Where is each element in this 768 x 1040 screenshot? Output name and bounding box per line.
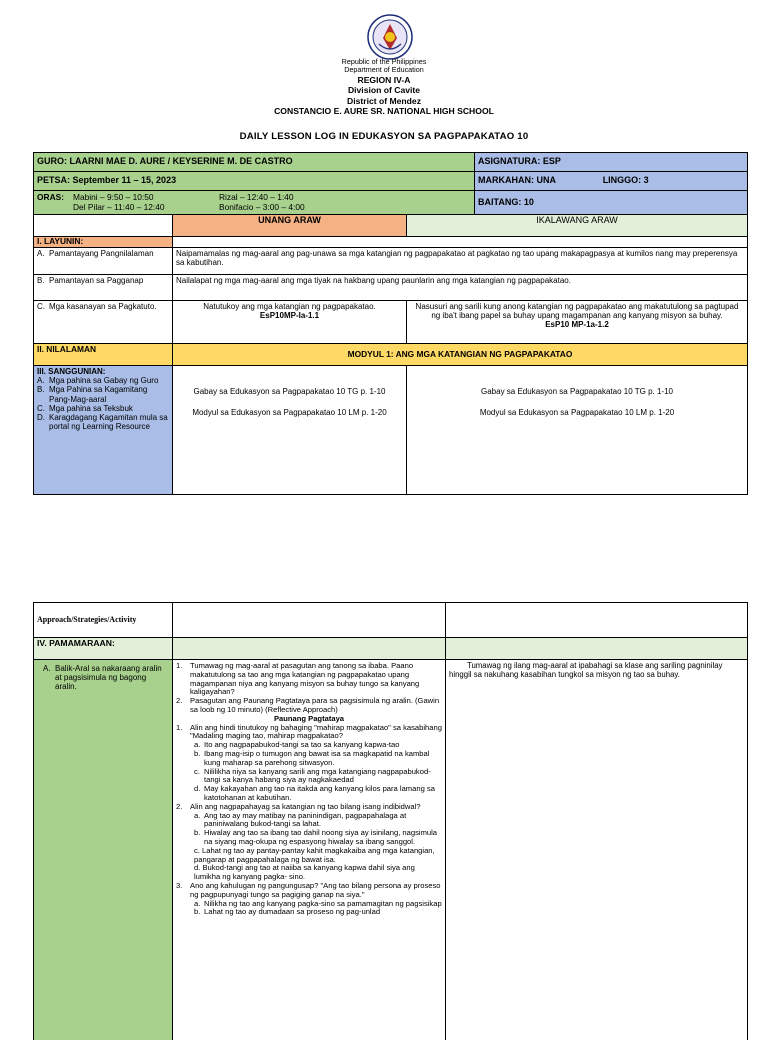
modyul-day2: Modyul sa Edukasyon sa Pagpapakatao 10 LM p. 1-20 bbox=[479, 408, 675, 418]
pagganap-label: Pamantayan sa Pagganap bbox=[49, 276, 144, 285]
choice-text: c. Lahat ng tao ay pantay-pantay kahit magkakaiba ang mga katangian, pangarap at pagpapahalaga ng bawat isa. bbox=[194, 845, 435, 864]
sanggunian-item: Mga pahina sa Teksbuk bbox=[49, 403, 133, 413]
paunang-heading: Paunang Pagtataya bbox=[273, 713, 345, 723]
choice-text: May kakayahan ang tao na itakda ang kanyang kilos para lamang sa katotohanan at kabutihan. bbox=[204, 784, 435, 802]
pamamaraan-day1 bbox=[173, 638, 446, 660]
choice-text: Lahat ng tao ay dumadaan sa proseso ng pag-unlad bbox=[204, 907, 381, 917]
sanggunian-cell: III. SANGGUNIAN: A. Mga pahina sa Gabay ng Guro B. Mga Pahina sa Kagamitang Pang-Mag-aaral C. Mga pahina sa Teksbuk D. Karagdagang Kagamitan mula sa portal ng Learning Resource bbox=[34, 366, 173, 495]
page-title: DAILY LESSON LOG IN EDUKASYON SA PAGPAPAKATAO 10 bbox=[239, 131, 529, 142]
question-text: Alin ang hindi tinutukoy ng bahaging "mahirap magpakatao" sa kasabihang "Madaling maging tao, mahirap magpakatao? bbox=[190, 722, 442, 741]
pagganap-text: Nailalapat ng mga mag-aaral ang mga tiyak na hakbang upang paunlarin ang mga katangian ng pagpapakatao. bbox=[173, 275, 748, 301]
sanggunian-item: Mga pahina sa Gabay ng Guro bbox=[49, 376, 159, 386]
markahan-text: MARKAHAN: UNA bbox=[478, 175, 556, 186]
step-text: Tumawag ng mag-aaral at pasagutan ang tanong sa ibaba. Paano makatutulong sa tao ang mga katangian ng pagpapakatao upang magampanan niya ang kanyang misyon sa buhay tungo sa kanyang kaligayahan? bbox=[190, 661, 420, 697]
approach-label: Approach/Strategies/Activity bbox=[34, 603, 173, 638]
day2-heading: IKALAWANG ARAW bbox=[407, 215, 748, 237]
pamantayang-text: Naipamamalas ng mag-aaral ang pag-unawa sa mga katangian ng pagpapakatao at pagkatao ng tao upang makapagpasya at kumilos nang may preperensya sa kabutihan. bbox=[173, 248, 748, 275]
sanggunian-heading: III. SANGGUNIAN: bbox=[37, 367, 106, 376]
asignatura-cell: ASIGNATURA: ESP bbox=[475, 153, 748, 172]
kasanayan-day1-cell bbox=[173, 301, 407, 344]
header-district: District of Mendez bbox=[346, 95, 421, 106]
kasanayan-label-cell: C. Mga kasanayan sa Pagkatuto. bbox=[34, 301, 173, 344]
pamantayang-label: Pamantayang Pangnilalaman bbox=[49, 249, 154, 258]
modyul-day1: Modyul sa Edukasyon sa Pagpapakatao 10 LM p. 1-20 bbox=[192, 408, 387, 418]
choice-text: Ibang mag-isip o tumugon ang bawat isa sa magkapatid na kambal kung maharap sa parehong sitwasyon. bbox=[204, 748, 430, 767]
pagganap-label-cell: B. Pamantayan sa Pagganap bbox=[34, 275, 173, 301]
balik-aral-day1-cell: 1. Tumawag ng mag-aaral at pasagutan ang tanong sa ibaba. Paano makatutulong sa tao ang mga katangian ng pagpapakatao upang magampanan niya ang kanyang misyon sa buhay tungo sa kanyang kaligayahan? 2. Pasagutan ang Paunang Pagtataya para sa pagsisimula ng aralin. (Gawin sa loob ng 10 minuto) (Reflective Approach) Paunang Pagtataya 1. Alin ang hindi tinutukoy ng bahaging "mahirap magpakatao" sa kasabihang "Madaling maging tao, mahirap magpakatao? a. Ito ang nagpapabukod-tangi sa tao sa kanyang kapwa-tao b. Ibang mag-isip o tumugon ang bawat isa sa magkapatid na kambal kung maharap sa parehong sitwasyon. c. Nililikha niya sa kanyang sarili ang mga katangiang nagpapabukod-tangi sa kanya habang siya ay nagkakaedad d. May kakayahan ang tao na itakda ang kanyang kilos para lamang sa katotohanan at kabutihan. 2. Alin ang nagpapahayag sa katangian ng tao bilang isang indibidwal? a. Ang tao ay may matibay na paninindigan, pagpapahalaga at paniniwalang bukod-tangi sa lahat. b. Hiwalay ang tao sa ibang tao dahil noong siya ay isinilang, nagsimula na siyang mag-okupa ng espasyong hiwalay sa ibang sanggol. c. Lahat ng tao ay pantay-pantay kahit magkakaiba ang mga katangian, pangarap at pagpapahalaga ng bawat isa. d. Bukod-tangi ang tao at naiiba sa kanyang kapwa dahil siya ang lumikha ng kanyang pagka- sino. 3. Ano ang kahulugan ng pangungusap? "Ang tao bilang persona ay proseso ng pagpupunyagi tungo sa pagiging ganap na siya." a. Nilikha ng tao ang kanyang pagka-sino sa pamamagitan ng pagsisikap b. Lahat ng tao ay dumadaan sa proseso ng pag-unlad bbox=[173, 660, 446, 1040]
oras-bonifacio: Bonifacio – 3:00 – 4:00 bbox=[219, 202, 305, 212]
header-line: Department of Education bbox=[344, 65, 424, 75]
header-school: CONSTANCIO E. AURE SR. NATIONAL HIGH SCHOOL bbox=[274, 106, 494, 117]
kasanayan-day1-code: EsP10MP-Ia-1.1 bbox=[259, 311, 320, 321]
step-text: Pasagutan ang Paunang Pagtataya para sa pagsisimula ng aralin. (Gawin sa loob ng 10 minuto) (Reflective Approach) bbox=[190, 696, 440, 714]
petsa-cell: PETSA: September 11 – 15, 2023 bbox=[34, 172, 475, 191]
oras-cell bbox=[34, 191, 475, 215]
deped-seal-icon bbox=[367, 14, 413, 60]
day1-heading: UNANG ARAW bbox=[173, 215, 407, 237]
blank-cell bbox=[34, 215, 173, 237]
approach-day1 bbox=[173, 603, 446, 638]
choice-text: Nililikha niya sa kanyang sarili ang mga katangiang nagpapabukod-tangi sa kanya habang siya ay nagkakaedad bbox=[204, 766, 431, 785]
lesson-log-table-bottom bbox=[33, 602, 748, 1040]
linggo-text: LINGGO: 3 bbox=[602, 175, 649, 186]
baitang-cell: BAITANG: 10 bbox=[475, 191, 748, 215]
sanggunian-day1-cell bbox=[173, 366, 407, 495]
balik-aral-label: Balik-Aral sa nakaraang aralin at pagsisimula ng bagong aralin. bbox=[55, 664, 162, 692]
layunin-blank bbox=[173, 237, 748, 248]
question-text: Ano ang kahulugan ng pangungusap? "Ang tao bilang persona ay proseso ng pagpupunyagi tungo sa pagiging ganap na siya." bbox=[190, 880, 441, 899]
choice-text: Ang tao ay may matibay na paninindigan, pagpapahalaga at paniniwalang bukod-tangi sa lahat. bbox=[204, 810, 407, 829]
oras-label: ORAS: bbox=[37, 192, 64, 202]
oras-delpilar: Del Pilar – 11:40 – 12:40 bbox=[73, 202, 165, 212]
sanggunian-item: Mga Pahina sa Kagamitang Pang-Mag-aaral bbox=[49, 385, 148, 404]
lesson-log-table-top bbox=[33, 152, 748, 495]
pamamaraan-day2 bbox=[446, 638, 748, 660]
pamamaraan-heading: IV. PAMAMARAAN: bbox=[34, 638, 173, 660]
header-region: REGION IV-A bbox=[357, 74, 411, 85]
sanggunian-day2-cell bbox=[407, 366, 748, 495]
kasanayan-day2-text: Nasusuri ang sarili kung anong katangian ng pagpapakatao ang makatutulong sa pagtupad ng iba't ibang papel sa buhay upang magampanan ang kanyang misyon sa buhay. bbox=[415, 302, 739, 321]
guro-cell: GURO: LAARNI MAE D. AURE / KEYSERINE M. DE CASTRO bbox=[34, 153, 475, 172]
kasanayan-day1-text: Natutukoy ang mga katangian ng pagpapakatao. bbox=[203, 302, 376, 311]
markahan-cell bbox=[475, 172, 748, 191]
approach-day2 bbox=[446, 603, 748, 638]
kasanayan-label: Mga kasanayan sa Pagkatuto. bbox=[49, 302, 157, 311]
header-block bbox=[0, 58, 768, 116]
oras-mabini: Mabini – 9:50 – 10:50 bbox=[73, 192, 154, 202]
question-text: Alin ang nagpapahayag sa katangian ng tao bilang isang indibidwal? bbox=[190, 801, 421, 811]
choice-text: Ito ang nagpapabukod-tangi sa tao sa kanyang kapwa-tao bbox=[204, 740, 400, 750]
gabay-day1: Gabay sa Edukasyon sa Pagpapakatao 10 TG p. 1-10 bbox=[193, 387, 386, 396]
kasanayan-day2-cell bbox=[407, 301, 748, 344]
choice-text: Hiwalay ang tao sa ibang tao dahil noong siya ay isinilang, nagsimula na siyang mag-okupa ng espasyong hiwalay sa ibang sanggol. bbox=[204, 828, 438, 846]
pamantayang-label-cell: A. Pamantayang Pangnilalaman bbox=[34, 248, 173, 275]
header-line: Republic of the Philippines bbox=[341, 57, 427, 66]
oras-rizal: Rizal – 12:40 – 1:40 bbox=[219, 192, 294, 202]
balik-aral-label-cell: A. Balik-Aral sa nakaraang aralin at pagsisimula ng bagong aralin. bbox=[34, 660, 173, 1040]
nilalaman-heading: II. NILALAMAN bbox=[34, 344, 173, 366]
nilalaman-text: MODYUL 1: ANG MGA KATANGIAN NG PAGPAPAKATAO bbox=[173, 344, 748, 366]
kasanayan-day2-code: EsP10 MP-1a-1.2 bbox=[545, 320, 609, 330]
gabay-day2: Gabay sa Edukasyon sa Pagpapakatao 10 TG p. 1-10 bbox=[481, 387, 673, 396]
layunin-heading: I. LAYUNIN: bbox=[34, 237, 173, 248]
balik-aral-day2-text: Tumawag ng ilang mag-aaral at ipabahagi sa klase ang sariling pagninilay hinggil sa nakuhang kasabihan tungkol sa misyon ng tao sa buhay. bbox=[446, 660, 748, 1040]
choice-text: d. Bukod-tangi ang tao at naiiba sa kanyang kapwa dahil siya ang lumikha ng kanyang pagka- sino. bbox=[194, 863, 415, 882]
sanggunian-item: Karagdagang Kagamitan mula sa portal ng Learning Resource bbox=[49, 413, 168, 432]
header-division: Division of Cavite bbox=[347, 85, 421, 96]
choice-text: Nilikha ng tao ang kanyang pagka-sino sa pamamagitan ng pagsisikap bbox=[204, 898, 442, 908]
